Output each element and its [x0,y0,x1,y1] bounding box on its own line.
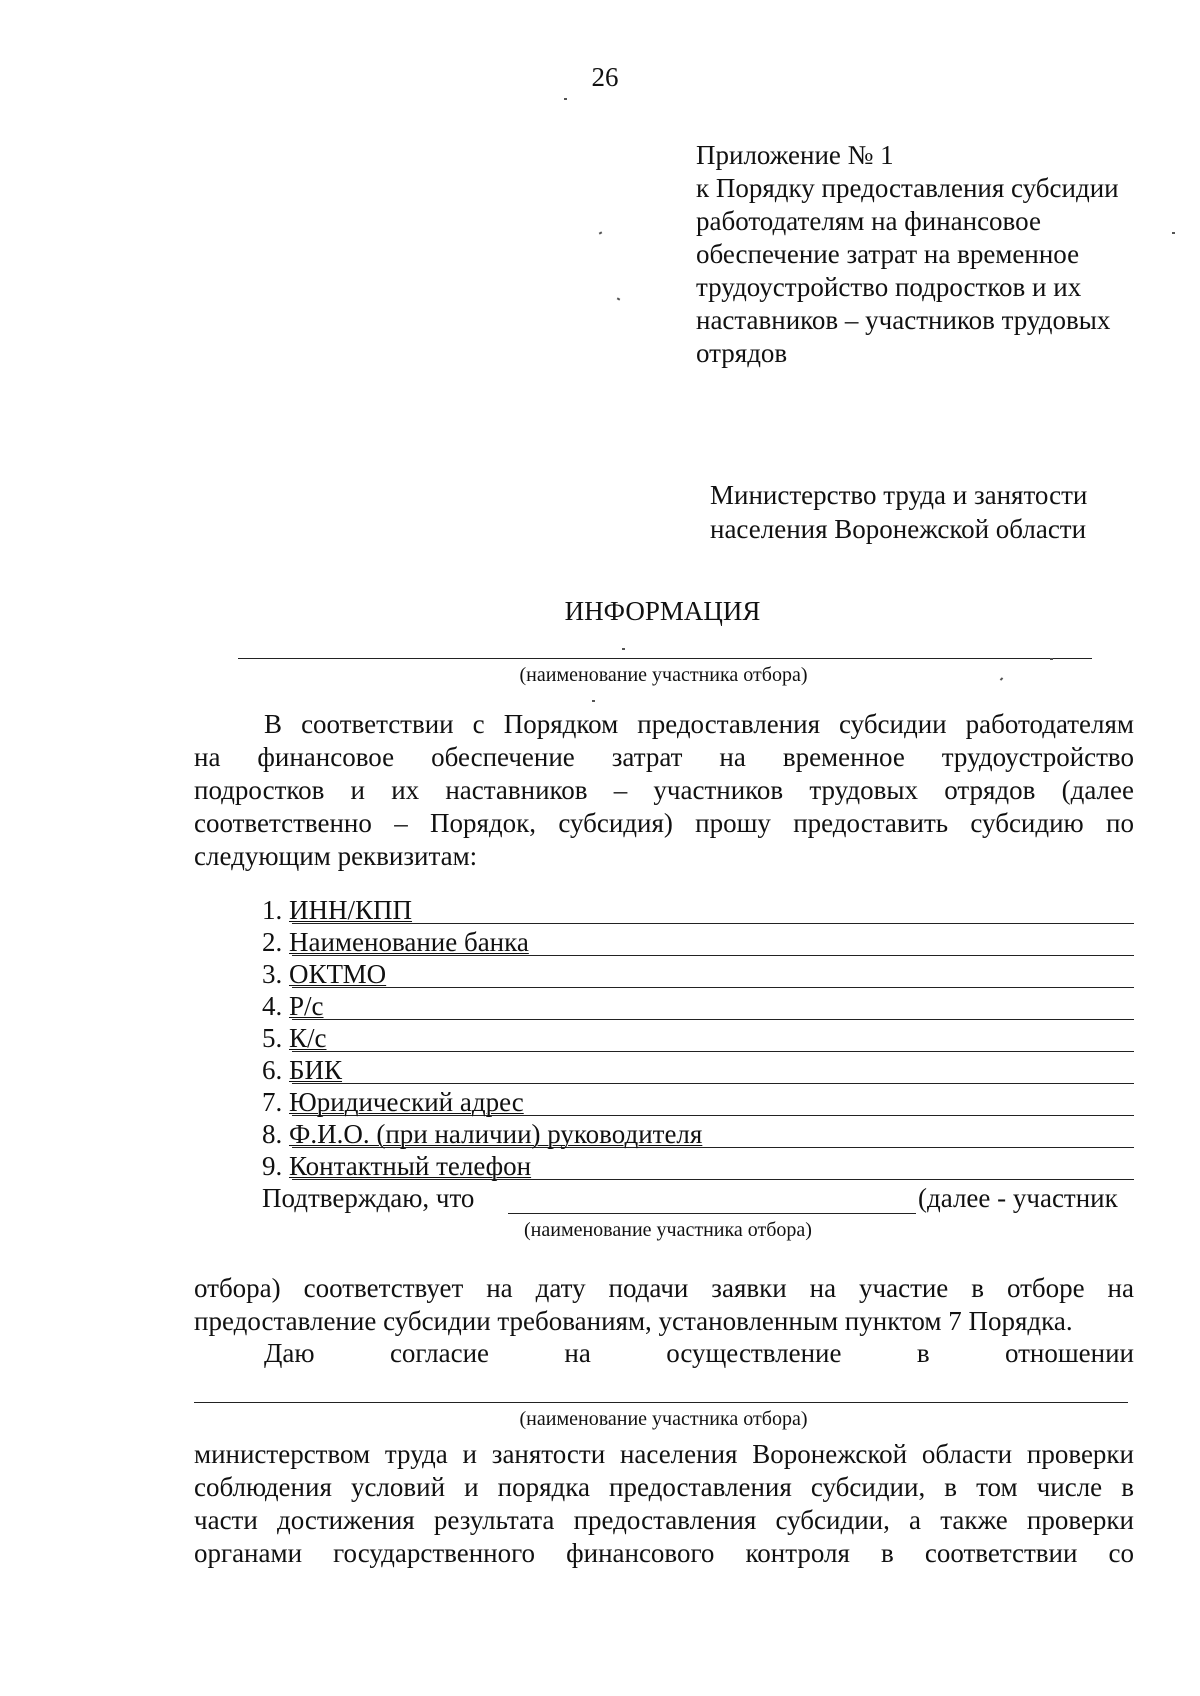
requisite-row[interactable] [262,926,1134,958]
addressee-block [710,478,1087,546]
requisite-number: 7. [262,1087,283,1117]
consent-word: на [564,1338,591,1368]
consent-word: отношении [1004,1338,1134,1368]
appendix-line: наставников – участников трудовых [696,305,1111,335]
requisite-label: БИК [289,1055,343,1085]
requisite-fill-line [292,1019,1134,1020]
intro-line: подростков и их наставников – участников трудовых отрядов (далее [194,775,1134,805]
scan-speck [1050,658,1053,660]
appendix-line: обеспечение затрат на временное [696,239,1080,269]
requisite-row[interactable] [262,1118,1134,1150]
addressee-line: Министерство труда и занятости [710,480,1088,510]
appendix-line: отрядов [696,338,788,368]
requisite-fill-line [292,987,1134,988]
confirm-participant-line[interactable] [508,1213,916,1214]
appendix-title: Приложение № 1 [696,140,894,170]
intro-line: соответственно – Порядок, субсидия) прошу предоставить субсидию по [194,808,1134,838]
requisite-label: К/с [289,1023,327,1053]
consent-line [264,1338,1134,1369]
consent-text-line: министерством труда и занятости населения Воронежской области проверки [194,1439,1134,1469]
intro-paragraph [194,708,1134,873]
confirm-prefix: Подтверждаю, что [262,1183,475,1213]
requisite-number: 9. [262,1151,283,1181]
requisite-label: Юридический адрес [289,1087,524,1117]
requisite-row[interactable] [262,1022,1134,1054]
requisite-fill-line [292,923,1134,924]
requisite-row[interactable] [262,1086,1134,1118]
requisite-label: Ф.И.О. (при наличии) руководителя [289,1119,703,1149]
requisite-number: 4. [262,991,283,1021]
scan-speck [622,648,625,650]
requisite-fill-line [292,1051,1134,1052]
consent-participant-line[interactable] [194,1402,1128,1403]
consent-word: осуществление [666,1338,842,1368]
confirm-caption: (наименование участника отбора) [524,1219,812,1241]
requisite-number: 3. [262,959,283,989]
appendix-line: трудоустройство подростков и их [696,272,1082,302]
consent-text-line: соблюдения условий и порядка предоставления субсидии, в том числе в [194,1472,1134,1502]
consent-word: согласие [389,1338,490,1368]
appendix-text [696,172,1119,370]
consent-caption: (наименование участника отбора) [519,1408,808,1430]
requisite-label: Р/с [289,991,324,1021]
consent-paragraph [194,1438,1134,1570]
confirm-suffix: (далее - участник [918,1183,1118,1213]
requisite-row[interactable] [262,1054,1134,1086]
scan-speck [617,297,621,300]
scan-speck [564,98,567,100]
requisite-number: 8. [262,1119,283,1149]
participant-name-caption: (наименование участника отбора) [519,664,808,686]
requisite-number: 6. [262,1055,283,1085]
consent-text-line: части достижения результата предоставления субсидии, а также проверки [194,1505,1134,1535]
addressee-line: населения Воронежской области [710,514,1087,544]
requisite-label: ОКТМО [289,959,387,989]
requisite-row[interactable] [262,990,1134,1022]
scan-speck [592,700,595,702]
requisite-label: Контактный телефон [289,1151,532,1181]
appendix-line: к Порядку предоставления субсидии [696,173,1119,203]
confirm-line: предоставление субсидии требованиям, установленным пунктом 7 Порядка. [194,1306,1073,1336]
requisite-row[interactable] [262,894,1134,926]
document-heading: ИНФОРМАЦИЯ [564,596,761,626]
consent-word: Даю [264,1338,315,1368]
consent-text-line: органами государственного финансового контроля в соответствии со [194,1538,1134,1568]
confirm-paragraph [194,1272,1134,1338]
requisite-number: 1. [262,895,283,925]
consent-word: в [916,1338,930,1368]
confirm-line: отбора) соответствует на дату подачи заявки на участие в отборе на [194,1273,1134,1303]
intro-line: следующим реквизитам: [194,841,478,871]
requisite-row[interactable] [262,1150,1134,1182]
requisite-row[interactable] [262,958,1134,990]
participant-name-line [238,658,1092,659]
requisite-number: 2. [262,927,283,957]
intro-line: В соответствии с Порядком предоставления субсидии работодателям [264,709,1134,739]
requisite-fill-line [292,1083,1134,1084]
page-number: 26 [591,62,619,92]
scan-speck [1172,232,1175,234]
requisite-number: 5. [262,1023,283,1053]
appendix-line: работодателям на финансовое [696,206,1041,236]
scan-speck [599,231,603,234]
intro-line: на финансовое обеспечение затрат на временное трудоустройство [194,742,1134,772]
requisite-label: Наименование банка [289,927,529,957]
requisite-label: ИНН/КПП [289,895,413,925]
